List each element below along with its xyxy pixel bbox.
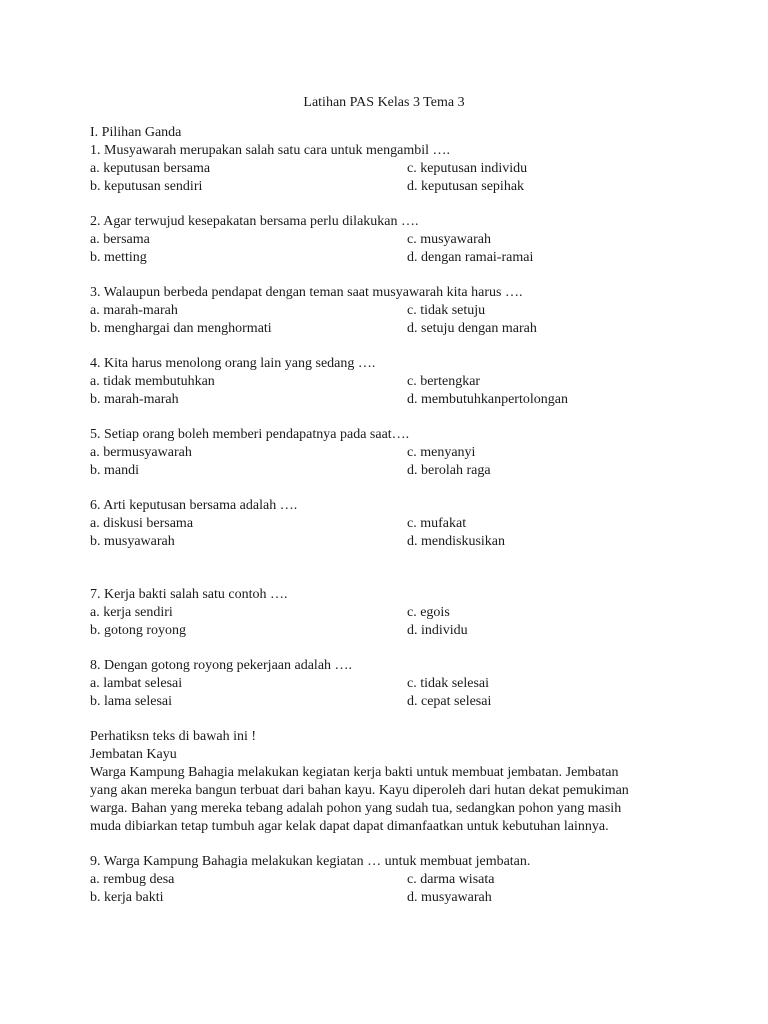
question-8 [90, 657, 690, 711]
reading-line: warga. Bahan yang mereka tebang adalah pohon yang sudah tua, sedangkan pohon yang masih [90, 801, 622, 816]
question-text: 3. Walaupun berbeda pendapat dengan teman saat musyawarah kita harus …. [90, 285, 523, 300]
question-4 [90, 355, 690, 409]
option-c: c. bertengkar [407, 374, 481, 389]
page-title: Latihan PAS Kelas 3 Tema 3 [303, 95, 465, 110]
option-d: d. keputusan sepihak [407, 179, 525, 194]
reading-line: yang akan mereka bangun terbuat dari bahan kayu. Kayu diperoleh dari hutan dekat pemukiman [90, 783, 629, 798]
option-c: c. menyanyi [407, 445, 476, 460]
option-d: d. musyawarah [407, 890, 492, 905]
option-d: d. cepat selesai [407, 694, 492, 709]
option-b: b. gotong royong [90, 623, 187, 638]
reading-passage [90, 728, 690, 836]
option-b: b. metting [90, 250, 147, 265]
option-c: c. keputusan individu [407, 161, 528, 176]
option-a: a. tidak membutuhkan [90, 374, 215, 389]
question-5 [90, 426, 690, 480]
question-text: 7. Kerja bakti salah satu contoh …. [90, 587, 288, 602]
question-text: 2. Agar terwujud kesepakatan bersama perlu dilakukan …. [90, 214, 419, 229]
option-a: a. marah-marah [90, 303, 178, 318]
section-heading: I. Pilihan Ganda [90, 125, 182, 140]
option-a: a. keputusan bersama [90, 161, 211, 176]
option-b: b. marah-marah [90, 392, 179, 407]
reading-intro: Perhatiksn teks di bawah ini ! [90, 729, 257, 744]
option-d: d. setuju dengan marah [407, 321, 537, 336]
question-7 [90, 586, 690, 640]
option-a: a. rembug desa [90, 872, 175, 887]
question-text: 6. Arti keputusan bersama adalah …. [90, 498, 298, 513]
question-6 [90, 497, 690, 551]
option-a: a. diskusi bersama [90, 516, 194, 531]
option-d: d. dengan ramai-ramai [407, 250, 534, 265]
reading-line: muda dibiarkan tetap tumbuh agar kelak dapat dapat dimanfaatkan untuk kebutuhan lainnya. [90, 819, 609, 834]
question-9 [90, 853, 690, 907]
question-text: 1. Musyawarah merupakan salah satu cara untuk mengambil …. [90, 143, 451, 158]
option-d: d. individu [407, 623, 468, 638]
option-b: b. mandi [90, 463, 139, 478]
question-text: 5. Setiap orang boleh memberi pendapatnya pada saat…. [90, 427, 410, 442]
option-d: d. mendiskusikan [407, 534, 505, 549]
question-text: 8. Dengan gotong royong pekerjaan adalah …. [90, 658, 353, 673]
question-text: 9. Warga Kampung Bahagia melakukan kegiatan … untuk membuat jembatan. [90, 854, 531, 869]
option-c: c. egois [407, 605, 450, 620]
option-c: c. tidak selesai [407, 676, 490, 691]
document-body [90, 124, 690, 907]
option-b: b. menghargai dan menghormati [90, 321, 272, 336]
option-a: a. bermusyawarah [90, 445, 192, 460]
question-2 [90, 213, 690, 267]
option-b: b. keputusan sendiri [90, 179, 203, 194]
option-c: c. tidak setuju [407, 303, 486, 318]
option-d: d. membutuhkanpertolongan [407, 392, 568, 407]
option-a: a. lambat selesai [90, 676, 183, 691]
option-a: a. bersama [90, 232, 150, 247]
reading-line: Warga Kampung Bahagia melakukan kegiatan kerja bakti untuk membuat jembatan. Jembatan [90, 765, 619, 780]
option-b: b. musyawarah [90, 534, 175, 549]
option-b: b. kerja bakti [90, 890, 164, 905]
question-1 [90, 142, 690, 196]
option-d: d. berolah raga [407, 463, 491, 478]
question-3 [90, 284, 690, 338]
question-text: 4. Kita harus menolong orang lain yang sedang …. [90, 356, 376, 371]
option-c: c. musyawarah [407, 232, 491, 247]
option-c: c. mufakat [407, 516, 467, 531]
option-b: b. lama selesai [90, 694, 173, 709]
reading-heading: Jembatan Kayu [90, 747, 177, 762]
option-c: c. darma wisata [407, 872, 495, 887]
option-a: a. kerja sendiri [90, 605, 173, 620]
